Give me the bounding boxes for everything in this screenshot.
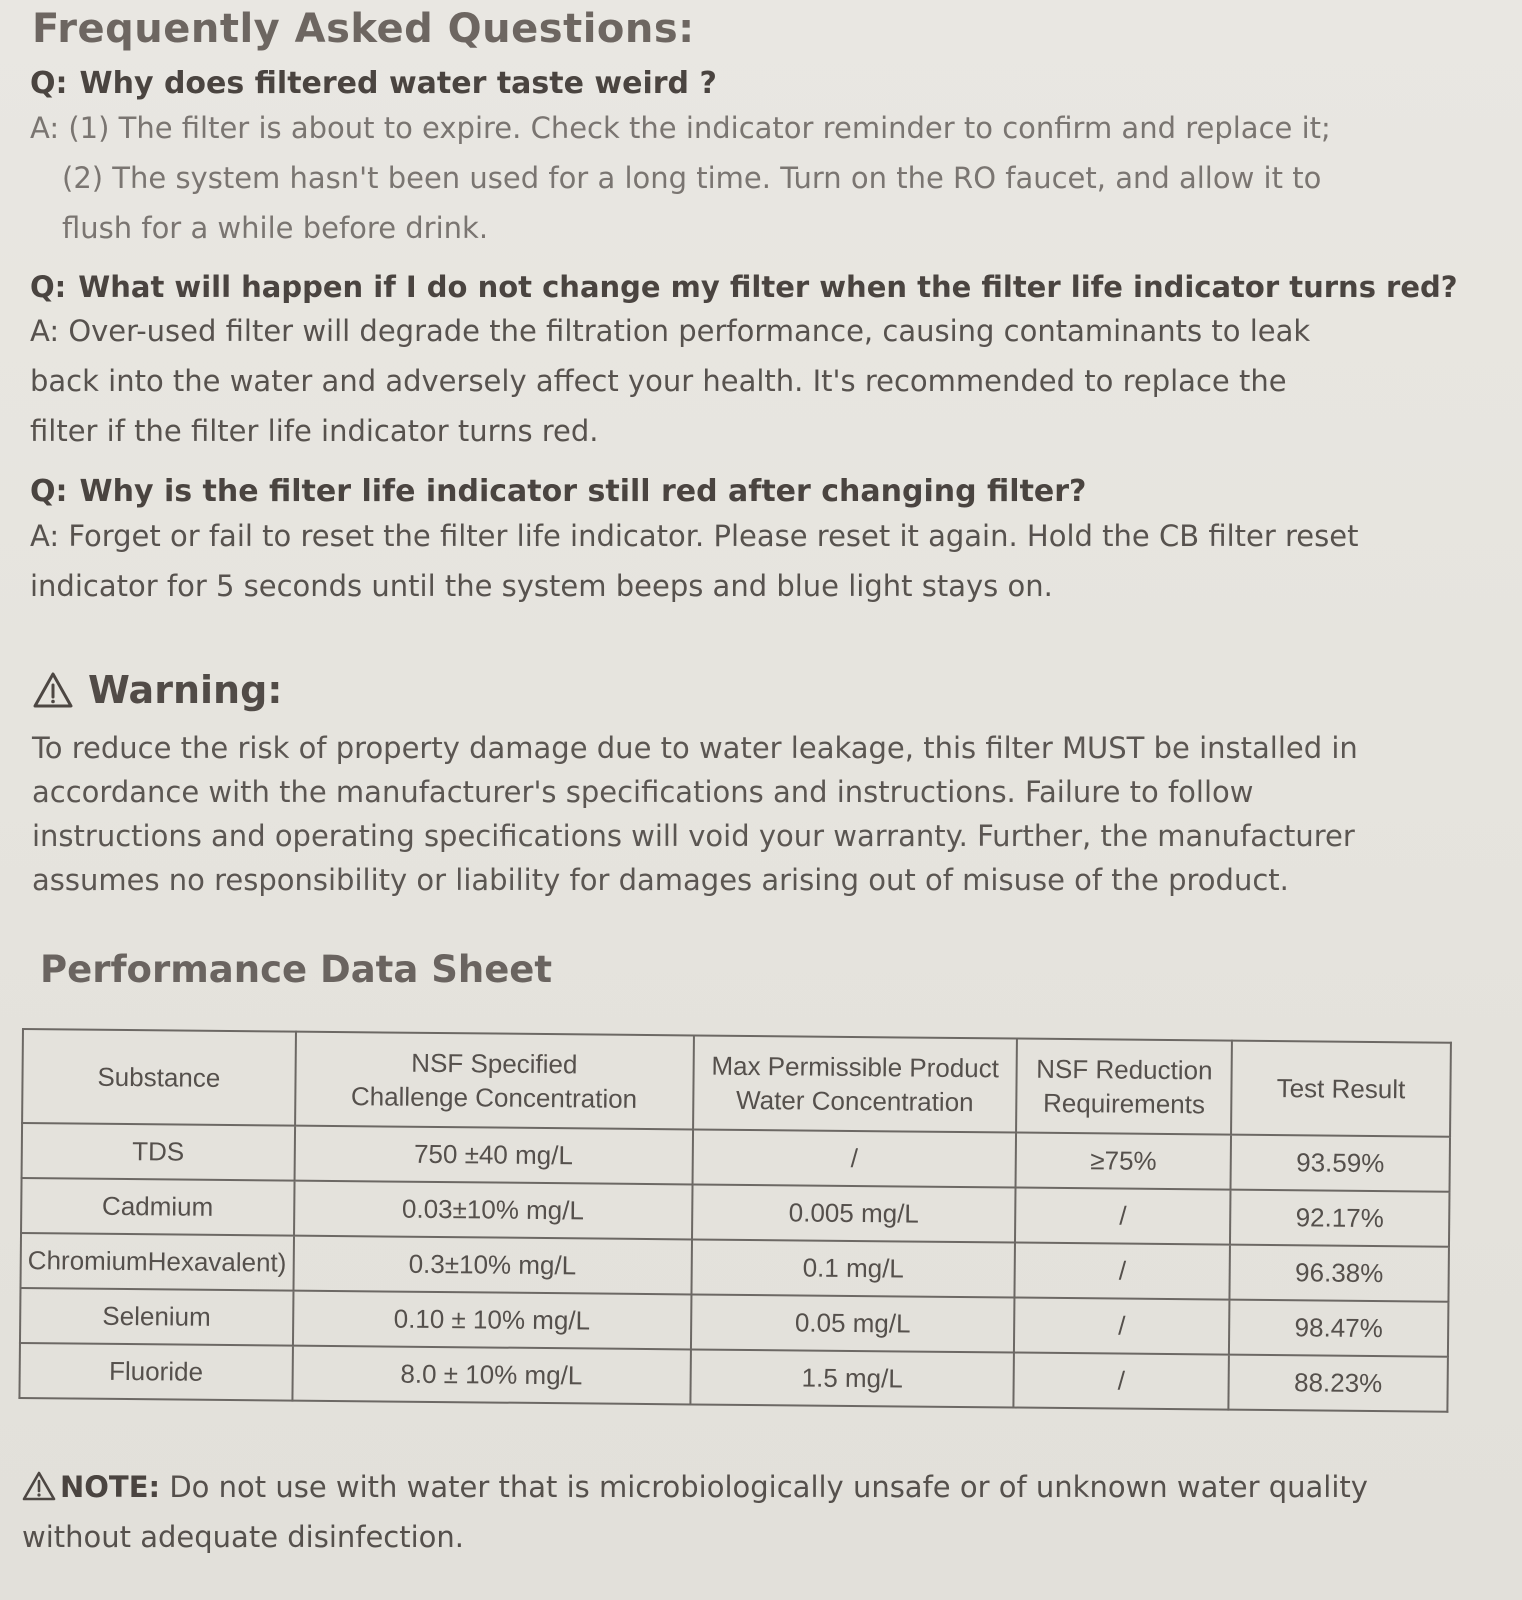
faq-item: [30, 474, 1480, 611]
table-cell: TDS: [22, 1123, 295, 1181]
table-cell: /: [692, 1129, 1016, 1187]
table-cell: /: [1014, 1353, 1229, 1410]
warning-heading: [32, 668, 1432, 712]
table-cell: 0.005 mg/L: [692, 1184, 1016, 1242]
question-text: Why is the filter life indicator still red after changing filter?: [79, 474, 1087, 509]
table-cell: Fluoride: [19, 1343, 292, 1401]
table-cell: 0.05 mg/L: [691, 1294, 1015, 1352]
note-text: Do not use with water that is microbiologically unsafe or of unknown water quality without adequate disinfection.: [22, 1470, 1368, 1554]
table-cell: 96.38%: [1229, 1245, 1448, 1302]
table-cell: 93.59%: [1231, 1135, 1450, 1192]
table-cell: 98.47%: [1229, 1300, 1448, 1357]
note-label: NOTE:: [60, 1470, 161, 1504]
answer-line: A: Over-used filter will degrade the filtration performance, causing contaminants to leak: [30, 314, 1311, 348]
answer-line: back into the water and adversely affect your health. It's recommended to replace the: [30, 364, 1287, 398]
answer-line: A: (1) The filter is about to expire. Check the indicator reminder to confirm and replace it;: [30, 111, 1331, 145]
table-cell: /: [1014, 1298, 1229, 1355]
faq-answer: [30, 511, 1480, 611]
question-prefix: Q:: [30, 66, 68, 101]
table-cell: 0.10 ± 10% mg/L: [293, 1291, 692, 1350]
table-cell: ≥75%: [1016, 1133, 1231, 1190]
warning-body: To reduce the risk of property damage due to water leakage, this filter MUST be installed in accordance with the manufacturer's specifications and instructions. Failure to follow instructions and operating specifications will void your warranty. Further, the manufacturer assumes no responsibility or liability for damages arising out of misuse of the product.: [32, 731, 1358, 897]
table-cell: 750 ±40 mg/L: [294, 1126, 693, 1185]
question-text: What will happen if I do not change my filter when the filter life indicator turns red?: [78, 270, 1458, 304]
answer-line: (2) The system hasn't been used for a long time. Turn on the RO faucet, and allow it to: [62, 161, 1322, 195]
performance-table: [18, 1028, 1451, 1413]
warning-title: Warning:: [88, 668, 283, 712]
performance-title: Performance Data Sheet: [40, 948, 553, 991]
faq-title: Frequently Asked Questions:: [32, 6, 695, 52]
table-cell: Cadmium: [21, 1178, 294, 1236]
column-header-substance: Substance: [22, 1029, 296, 1126]
table-cell: /: [1015, 1188, 1230, 1245]
faq-item: [30, 270, 1480, 456]
table-cell: 0.03±10% mg/L: [294, 1181, 693, 1240]
question-text: Why does filtered water taste weird ?: [79, 66, 717, 101]
table-cell: 88.23%: [1228, 1355, 1447, 1412]
faq-item: [30, 66, 1480, 253]
column-header-reduction-requirements: NSF Reduction Requirements: [1016, 1039, 1232, 1135]
table-cell: 0.3±10% mg/L: [293, 1236, 692, 1295]
answer-line: indicator for 5 seconds until the system beeps and blue light stays on.: [30, 569, 1053, 603]
faq-question: [30, 474, 1480, 509]
table-cell: 8.0 ± 10% mg/L: [292, 1346, 691, 1405]
warning-triangle-icon: [22, 1468, 56, 1514]
faq-question: [30, 66, 1480, 101]
column-header-test-result: Test Result: [1231, 1041, 1451, 1137]
answer-line: flush for a while before drink.: [62, 211, 489, 245]
faq-answer: [30, 103, 1480, 253]
table-cell: /: [1015, 1243, 1230, 1300]
answer-line: filter if the filter life indicator turns red.: [30, 414, 599, 448]
faq-question: [30, 270, 1480, 304]
table-cell: 0.1 mg/L: [691, 1239, 1015, 1297]
warning-section: [32, 668, 1432, 902]
question-prefix: Q:: [30, 474, 68, 509]
column-header-challenge-concentration: NSF Specified Challenge Concentration: [295, 1032, 694, 1130]
table-header-row: [22, 1029, 1451, 1137]
faq-answer: [30, 306, 1480, 456]
table-cell: 92.17%: [1230, 1190, 1449, 1247]
question-prefix: Q:: [30, 270, 67, 304]
note-section: [22, 1464, 1462, 1560]
answer-line: A: Forget or fail to reset the filter life indicator. Please reset it again. Hold the CB filter reset: [30, 519, 1359, 553]
table-cell: Selenium: [20, 1288, 293, 1346]
table-cell: 1.5 mg/L: [690, 1349, 1014, 1407]
column-header-max-permissible: Max Permissible Product Water Concentration: [693, 1035, 1018, 1132]
warning-triangle-icon: [32, 671, 74, 709]
table-cell: ChromiumHexavalent): [21, 1233, 294, 1291]
